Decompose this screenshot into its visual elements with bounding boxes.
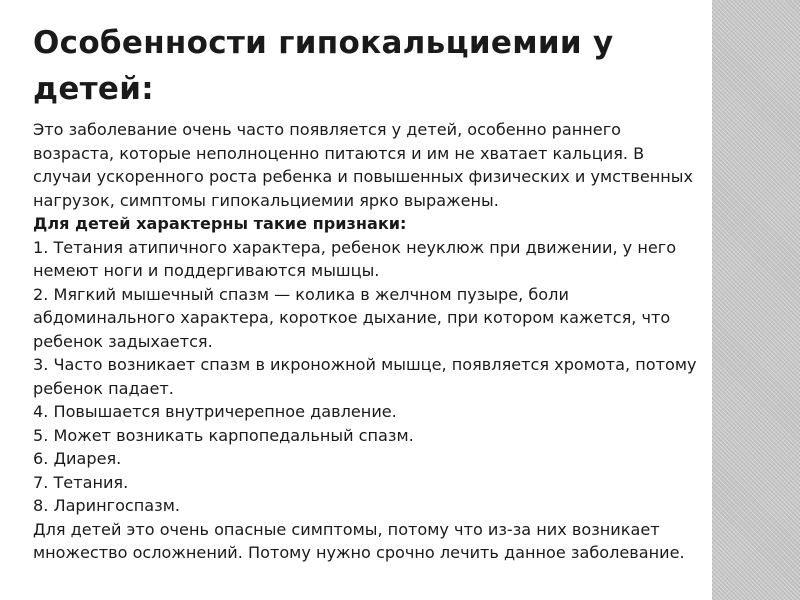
sign-item: 6. Диарея. bbox=[33, 449, 122, 468]
sign-item: 8. Ларингоспазм. bbox=[33, 496, 180, 515]
decorative-side-band bbox=[712, 0, 800, 600]
sign-item: 7. Тетания. bbox=[33, 472, 129, 492]
sign-item: 4. Повышается внутричерепное давление. bbox=[33, 402, 397, 421]
intro-paragraph: Это заболевание очень часто появляется у детей, особенно раннего возраста, которые неполноценно питаются и им не хватает кальция. В случаи ускоренного роста ребенка и повышенных физических и умственных нагрузок, симптомы гипокальциемии ярко выражены. bbox=[33, 120, 693, 210]
slide-title: Особенности гипокальциемии у детей: bbox=[33, 25, 614, 107]
slide-body bbox=[33, 118, 705, 565]
signs-heading: Для детей характерны такие признаки: bbox=[33, 214, 407, 233]
conclusion-paragraph: Для детей это очень опасные симптомы, потому что из-за них возникает множество осложнений. Потому нужно срочно лечить данное заболевание. bbox=[33, 519, 685, 562]
slide-content bbox=[33, 20, 705, 565]
sign-item: 2. Мягкий мышечный спазм — колика в желчном пузыре, боли абдоминального характера, короткое дыхание, при котором кажется, что ребенок задыхается. bbox=[33, 284, 671, 351]
sign-item: 5. Может возникать карпопедальный спазм. bbox=[33, 425, 414, 445]
sign-item: 3. Часто возникает спазм в икроножной мышце, появляется хромота, потому ребенок падает. bbox=[33, 355, 697, 398]
sign-item: 1. Тетания атипичного характера, ребенок неуклюж при движении, у него немеют ноги и поддергиваются мышцы. bbox=[33, 237, 677, 280]
